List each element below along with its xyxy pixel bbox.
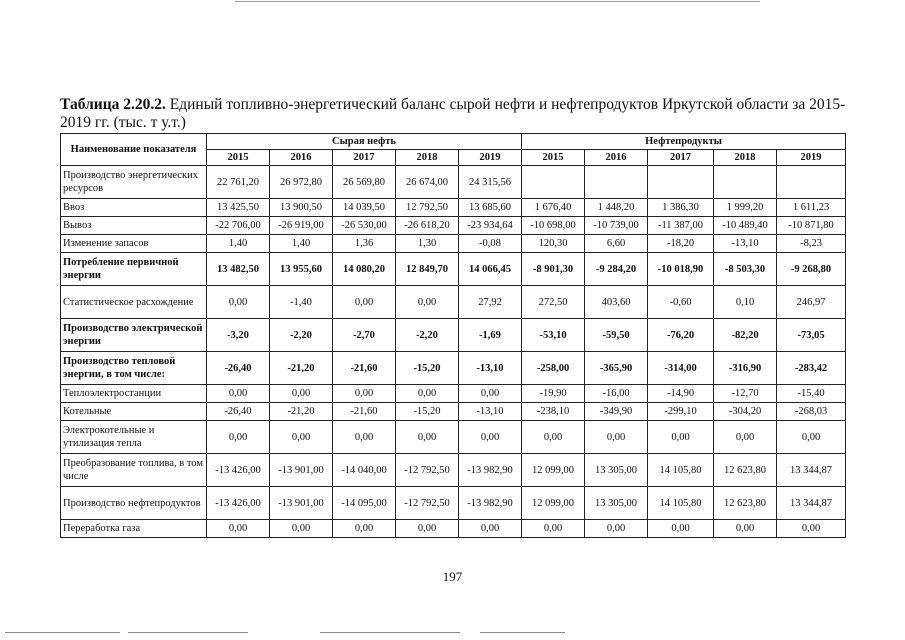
- scan-artifact-line-bottom-3: [320, 632, 460, 633]
- table-cell: 12 623,80: [714, 487, 777, 520]
- table-cell: [714, 166, 777, 199]
- table-cell: -12 792,50: [396, 454, 459, 487]
- table-cell: 14 039,50: [333, 199, 396, 217]
- row-indicator-name: Переработка газа: [61, 520, 207, 538]
- table-cell: 0,10: [714, 286, 777, 319]
- table-cell: [522, 166, 585, 199]
- table-cell: -268,03: [777, 403, 846, 421]
- table-cell: 0,00: [777, 421, 846, 454]
- header-year: 2016: [585, 150, 648, 166]
- table-cell: 1,36: [333, 235, 396, 253]
- table-cell: -18,20: [648, 235, 714, 253]
- table-cell: 13 482,50: [207, 253, 270, 286]
- table-cell: -13 901,00: [270, 487, 333, 520]
- table-cell: 14 066,45: [459, 253, 522, 286]
- row-indicator-name: Производство нефтепродуктов: [61, 487, 207, 520]
- table-cell: 1 999,20: [714, 199, 777, 217]
- table-cell: -73,05: [777, 319, 846, 352]
- table-cell: 0,00: [270, 385, 333, 403]
- header-group-oil-products: Нефтепродукты: [522, 134, 846, 150]
- table-cell: -9 268,80: [777, 253, 846, 286]
- table-cell: -12 792,50: [396, 487, 459, 520]
- header-year: 2015: [207, 150, 270, 166]
- table-cell: -16,00: [585, 385, 648, 403]
- table-header: [61, 134, 846, 166]
- table-cell: 0,00: [270, 421, 333, 454]
- table-cell: 1 676,40: [522, 199, 585, 217]
- table-row: [61, 253, 846, 286]
- table-cell: 24 315,56: [459, 166, 522, 199]
- row-indicator-name: Котельные: [61, 403, 207, 421]
- table-cell: 1 611,23: [777, 199, 846, 217]
- scan-artifact-line-bottom-1: [5, 632, 120, 633]
- table-cell: -82,20: [714, 319, 777, 352]
- table-cell: -316,90: [714, 352, 777, 385]
- header-year: 2019: [459, 150, 522, 166]
- table-cell: 1 386,30: [648, 199, 714, 217]
- table-cell: -26,40: [207, 352, 270, 385]
- table-cell: -8 503,30: [714, 253, 777, 286]
- table-cell: -21,60: [333, 403, 396, 421]
- table-cell: 6,60: [585, 235, 648, 253]
- table-cell: 0,00: [459, 385, 522, 403]
- table-cell: 0,00: [585, 421, 648, 454]
- table-cell: 0,00: [396, 385, 459, 403]
- table-cell: -299,10: [648, 403, 714, 421]
- table-cell: 0,00: [585, 520, 648, 538]
- table-row: [61, 352, 846, 385]
- table-cell: 27,92: [459, 286, 522, 319]
- row-indicator-name: Производство электрической энергии: [61, 319, 207, 352]
- table-body: [61, 166, 846, 538]
- row-indicator-name: Теплоэлектростанции: [61, 385, 207, 403]
- header-year: 2017: [648, 150, 714, 166]
- table-cell: 0,00: [648, 421, 714, 454]
- table-row: [61, 199, 846, 217]
- scan-artifact-line-bottom-2: [128, 632, 248, 633]
- page-number: 197: [442, 569, 463, 584]
- row-indicator-name: Производство тепловой энергии, в том числе:: [61, 352, 207, 385]
- table-cell: -14 095,00: [333, 487, 396, 520]
- table-cell: -15,40: [777, 385, 846, 403]
- row-indicator-name: Ввоз: [61, 199, 207, 217]
- table-cell: 13 344,87: [777, 487, 846, 520]
- table-cell: -2,70: [333, 319, 396, 352]
- table-caption-text: Единый топливно-энергетический баланс сырой нефти и нефтепродуктов Иркутской области за 2015-2019 гг. (тыс. т у.т.): [60, 96, 846, 131]
- table-cell: 0,00: [459, 520, 522, 538]
- table-cell: 14 105,80: [648, 454, 714, 487]
- table-cell: -26,40: [207, 403, 270, 421]
- table-cell: -13 901,00: [270, 454, 333, 487]
- table-row: [61, 421, 846, 454]
- table-cell: -53,10: [522, 319, 585, 352]
- table-cell: -15,20: [396, 352, 459, 385]
- table-cell: 0,00: [522, 421, 585, 454]
- table-cell: 0,00: [648, 520, 714, 538]
- row-indicator-name: Производство энергетических ресурсов: [61, 166, 207, 199]
- table-row: [61, 403, 846, 421]
- table-cell: -314,00: [648, 352, 714, 385]
- table-cell: 0,00: [333, 520, 396, 538]
- table-cell: 12 099,00: [522, 454, 585, 487]
- table-cell: -13 982,90: [459, 454, 522, 487]
- table-cell: 0,00: [207, 385, 270, 403]
- table-cell: -76,20: [648, 319, 714, 352]
- table-cell: 0,00: [207, 520, 270, 538]
- table-cell: -13 982,90: [459, 487, 522, 520]
- table-cell: -13 426,00: [207, 487, 270, 520]
- table-cell: 13 955,60: [270, 253, 333, 286]
- table-cell: 0,00: [396, 520, 459, 538]
- table-row: [61, 217, 846, 235]
- table-cell: -21,20: [270, 403, 333, 421]
- table-cell: 12 849,70: [396, 253, 459, 286]
- table-cell: 26 674,00: [396, 166, 459, 199]
- table-cell: 13 305,00: [585, 454, 648, 487]
- table-cell: -26 530,00: [333, 217, 396, 235]
- row-indicator-name: Электрокотельные и утилизация тепла: [61, 421, 207, 454]
- header-year: 2019: [777, 150, 846, 166]
- table-cell: -10 018,90: [648, 253, 714, 286]
- table-cell: -349,90: [585, 403, 648, 421]
- header-year: 2017: [333, 150, 396, 166]
- table-cell: 0,00: [714, 421, 777, 454]
- table-cell: 246,97: [777, 286, 846, 319]
- header-indicator-name: Наименование показателя: [61, 134, 207, 166]
- table-cell: -21,20: [270, 352, 333, 385]
- table-cell: -1,69: [459, 319, 522, 352]
- table-cell: -13 426,00: [207, 454, 270, 487]
- table-row: [61, 454, 846, 487]
- table-cell: -14 040,00: [333, 454, 396, 487]
- table-cell: 26 972,80: [270, 166, 333, 199]
- table-cell: -13,10: [714, 235, 777, 253]
- table-cell: -10 739,00: [585, 217, 648, 235]
- table-cell: 1 448,20: [585, 199, 648, 217]
- table-cell: 13 900,50: [270, 199, 333, 217]
- table-caption-number: Таблица 2.20.2.: [60, 96, 166, 113]
- table-cell: -15,20: [396, 403, 459, 421]
- header-group-crude-oil: Сырая нефть: [207, 134, 522, 150]
- scan-artifact-line-bottom-4: [480, 632, 565, 633]
- table-row: [61, 235, 846, 253]
- table-cell: [777, 166, 846, 199]
- table-cell: [585, 166, 648, 199]
- table-cell: -238,10: [522, 403, 585, 421]
- table-cell: 403,60: [585, 286, 648, 319]
- table-cell: 0,00: [777, 520, 846, 538]
- table-cell: -21,60: [333, 352, 396, 385]
- header-year: 2015: [522, 150, 585, 166]
- table-cell: -8 901,30: [522, 253, 585, 286]
- table-cell: 14 080,20: [333, 253, 396, 286]
- table-cell: -59,50: [585, 319, 648, 352]
- energy-balance-table: [60, 133, 846, 538]
- table-cell: 12 792,50: [396, 199, 459, 217]
- table-cell: -10 489,40: [714, 217, 777, 235]
- table-row: [61, 487, 846, 520]
- table-row: [61, 286, 846, 319]
- table-cell: 272,50: [522, 286, 585, 319]
- table-cell: 13 425,50: [207, 199, 270, 217]
- header-year: 2016: [270, 150, 333, 166]
- row-indicator-name: Изменение запасов: [61, 235, 207, 253]
- table-cell: 12 623,80: [714, 454, 777, 487]
- table-cell: -23 934,64: [459, 217, 522, 235]
- table-cell: [648, 166, 714, 199]
- table-cell: -283,42: [777, 352, 846, 385]
- table-cell: -11 387,00: [648, 217, 714, 235]
- header-year: 2018: [714, 150, 777, 166]
- table-row: [61, 166, 846, 199]
- scan-artifact-line-top: [235, 1, 760, 2]
- row-indicator-name: Преобразование топлива, в том числе: [61, 454, 207, 487]
- table-cell: -2,20: [270, 319, 333, 352]
- table-cell: -13,10: [459, 403, 522, 421]
- table-cell: -0,08: [459, 235, 522, 253]
- table-cell: 0,00: [333, 286, 396, 319]
- table-cell: -10 698,00: [522, 217, 585, 235]
- table-cell: 0,00: [207, 421, 270, 454]
- table-row: [61, 319, 846, 352]
- table-cell: -0,60: [648, 286, 714, 319]
- table-cell: 0,00: [333, 421, 396, 454]
- table-caption: [60, 96, 850, 132]
- table-cell: 0,00: [333, 385, 396, 403]
- table-cell: 13 344,87: [777, 454, 846, 487]
- table-cell: 14 105,80: [648, 487, 714, 520]
- table-cell: -8,23: [777, 235, 846, 253]
- table-cell: 120,30: [522, 235, 585, 253]
- table-cell: -19,90: [522, 385, 585, 403]
- table-cell: 13 685,60: [459, 199, 522, 217]
- table-cell: -22 706,00: [207, 217, 270, 235]
- row-indicator-name: Потребление первичной энергии: [61, 253, 207, 286]
- row-indicator-name: Статистическое расхождение: [61, 286, 207, 319]
- table-cell: 0,00: [270, 520, 333, 538]
- table-cell: 0,00: [396, 421, 459, 454]
- table-cell: 1,30: [396, 235, 459, 253]
- table-cell: 22 761,20: [207, 166, 270, 199]
- table-cell: -258,00: [522, 352, 585, 385]
- table-cell: 0,00: [207, 286, 270, 319]
- table-cell: 0,00: [396, 286, 459, 319]
- table-cell: -2,20: [396, 319, 459, 352]
- table-cell: -10 871,80: [777, 217, 846, 235]
- table-cell: 12 099,00: [522, 487, 585, 520]
- table-cell: -26 618,20: [396, 217, 459, 235]
- table-cell: -9 284,20: [585, 253, 648, 286]
- table-cell: -1,40: [270, 286, 333, 319]
- table-cell: 26 569,80: [333, 166, 396, 199]
- table-cell: -13,10: [459, 352, 522, 385]
- table-cell: -3,20: [207, 319, 270, 352]
- header-year: 2018: [396, 150, 459, 166]
- table-row: [61, 520, 846, 538]
- table-cell: 0,00: [522, 520, 585, 538]
- table-cell: -14,90: [648, 385, 714, 403]
- table-cell: 1,40: [207, 235, 270, 253]
- table-cell: 0,00: [714, 520, 777, 538]
- table-cell: 13 305,00: [585, 487, 648, 520]
- table-cell: -26 919,00: [270, 217, 333, 235]
- table-row: [61, 385, 846, 403]
- table-cell: 0,00: [459, 421, 522, 454]
- table-cell: 1,40: [270, 235, 333, 253]
- table-cell: -365,90: [585, 352, 648, 385]
- table-cell: -12,70: [714, 385, 777, 403]
- table-cell: -304,20: [714, 403, 777, 421]
- row-indicator-name: Вывоз: [61, 217, 207, 235]
